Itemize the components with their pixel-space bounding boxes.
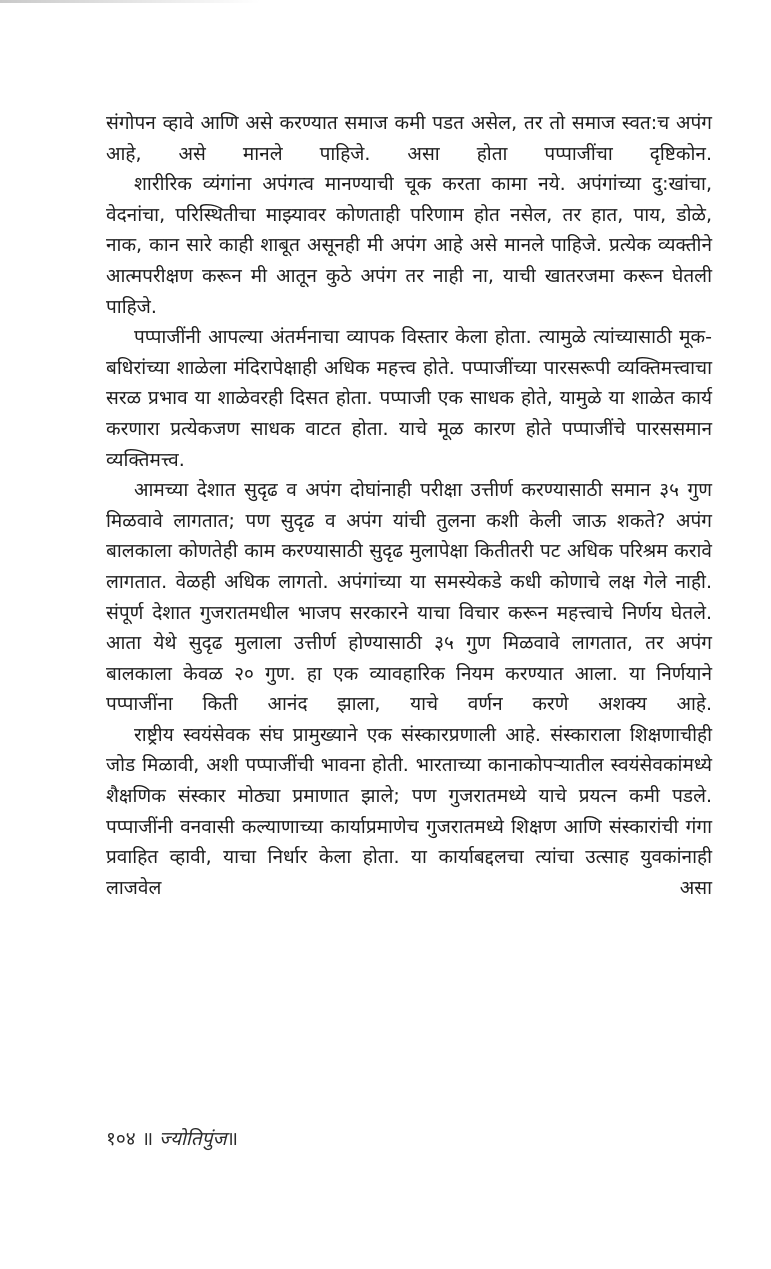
paragraph-2: शारीरिक व्यंगांना अपंगत्व मानण्याची चूक करता कामा नये. अपंगांच्या दु:खांचा, वेदनांचा, परिस्थितीचा माझ्यावर कोणताही परिणाम होत नसेल, तर हात, पाय, डोळे, नाक, कान सारे काही शाबूत असूनही मी अपंग आहे असे मानले पाहिजे. प्रत्येक व्यक्तीने आत्मपरीक्षण करून मी आतून कुठे अपंग तर नाही ना, याची खातरजमा करून घेतली पाहिजे. [106,173,712,318]
paragraph-3: पप्पाजींनी आपल्या अंतर्मनाचा व्यापक विस्तार केला होता. त्यामुळे त्यांच्यासाठी मूक-बधिरांच्या शाळेला मंदिरापेक्षाही अधिक महत्त्व होते. पप्पाजींच्या पारसरूपी व्यक्तिमत्त्वाचा सरळ प्रभाव या शाळेवरही दिसत होता. पप्पाजी एक साधक होते, यामुळे या शाळेत कार्य करणारा प्रत्येकजण साधक वाटत होता. याचे मूळ कारण होते पप्पाजींचे पारससमान व्यक्तिमत्त्व. [106,326,712,471]
paragraph-4: आमच्या देशात सुदृढ व अपंग दोघांनाही परीक्षा उत्तीर्ण करण्यासाठी समान ३५ गुण मिळवावे लागतात; पण सुदृढ व अपंग यांची तुलना कशी केली जाऊ शकते? अपंग बालकाला कोणतेही काम करण्यासाठी सुदृढ मुलापेक्षा कितीतरी पट अधिक परिश्रम करावे लागतात. वेळही अधिक लागतो. अपंगांच्या या समस्येकडे कधी कोणाचे लक्ष गेले नाही. संपूर्ण देशात गुजरातमधील भाजप सरकारने याचा विचार करून महत्त्वाचे निर्णय घेतले. आता येथे सुदृढ मुलाला उत्तीर्ण होण्यासाठी ३५ गुण मिळवावे लागतात, तर अपंग बालकाला केवळ २० गुण. हा एक व्यावहारिक नियम करण्यात आला. या निर्णयाने पप्पाजींना किती आनंद झाला, याचे वर्णन करणे अशक्य आहे. [106,479,712,716]
paragraph-5: राष्ट्रीय स्वयंसेवक संघ प्रामुख्याने एक संस्कारप्रणाली आहे. संस्काराला शिक्षणाचीही जोड मिळावी, अशी पप्पाजींची भावना होती. भारताच्या कानाकोपऱ्यातील स्वयंसेवकांमध्ये शैक्षणिक संस्कार मोठ्या प्रमाणात झाले; पण गुजरातमध्ये याचे प्रयत्न कमी पडले. पप्पाजींनी वनवासी कल्याणाच्या कार्याप्रमाणेच गुजरातमध्ये शिक्षण आणि संस्कारांची गंगा प्रवाहित व्हावी, याचा निर्धार केला होता. या कार्याबद्दलचा त्यांचा उत्साह युवकांनाही लाजवेल असा [106,723,712,899]
running-title: ज्योतिपुंज [159,1128,227,1150]
page-body-text [106,108,712,903]
footer-separator-left: ॥ [141,1128,154,1150]
page-number: १०४ [106,1128,136,1150]
paragraph-1: संगोपन व्हावे आणि असे करण्यात समाज कमी पडत असेल, तर तो समाज स्वत:च अपंग आहे, असे मानले पाहिजे. असा होता पप्पाजींचा दृष्टिकोन. [106,112,712,165]
footer-separator-right: ॥ [226,1128,238,1150]
page-footer [106,1124,238,1154]
page-top-edge-shadow [0,0,260,3]
